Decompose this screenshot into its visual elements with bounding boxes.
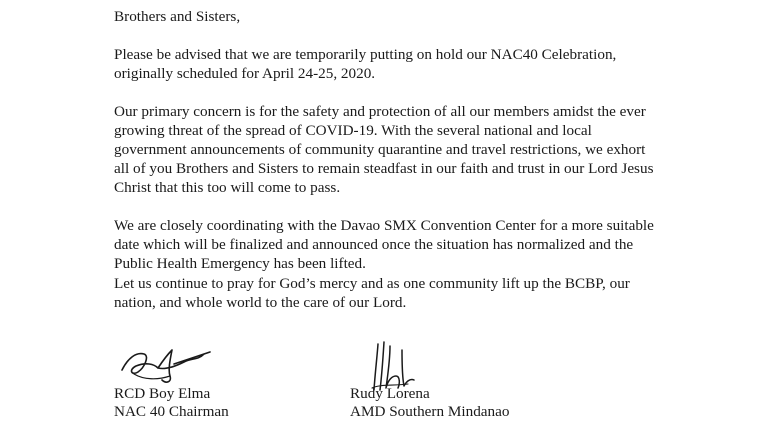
paragraph-line: Christ that this too will come to pass.: [114, 179, 341, 196]
signatory-title: NAC 40 Chairman: [114, 403, 229, 420]
paragraph-line: Let us continue to pray for God’s mercy and as one community lift up the BCBP, our: [114, 275, 630, 292]
paragraph-line: growing threat of the spread of COVID-19. With the several national and local: [114, 122, 592, 139]
paragraph-4: [114, 274, 630, 312]
paragraph-line: government announcements of community quarantine and travel restrictions, we exhort: [114, 141, 646, 158]
paragraph-3: [114, 216, 654, 273]
paragraph-line: originally scheduled for April 24-25, 2020.: [114, 65, 376, 82]
paragraph-1: [114, 45, 616, 83]
paragraph-line: Public Health Emergency has been lifted.: [114, 255, 366, 272]
handwritten-signature-left: [114, 340, 224, 388]
signatory-name: Rudy Lorena: [350, 385, 430, 402]
signatory-title: AMD Southern Mindanao: [350, 403, 510, 420]
paragraph-line: all of you Brothers and Sisters to remain steadfast in our faith and trust in our Lord Jesus: [114, 160, 654, 177]
paragraph-2: [114, 102, 653, 197]
paragraph-line: We are closely coordinating with the Davao SMX Convention Center for a more suitable: [114, 217, 654, 234]
paragraph-line: nation, and whole world to the care of our Lord.: [114, 294, 407, 311]
salutation: Brothers and Sisters,: [114, 8, 241, 25]
paragraph-line: Please be advised that we are temporarily putting on hold our NAC40 Celebration,: [114, 46, 617, 63]
signatory-name: RCD Boy Elma: [114, 385, 211, 402]
paragraph-line: Our primary concern is for the safety and protection of all our members amidst the ever: [114, 103, 646, 120]
paragraph-line: date which will be finalized and announced once the situation has normalized and the: [114, 236, 634, 253]
